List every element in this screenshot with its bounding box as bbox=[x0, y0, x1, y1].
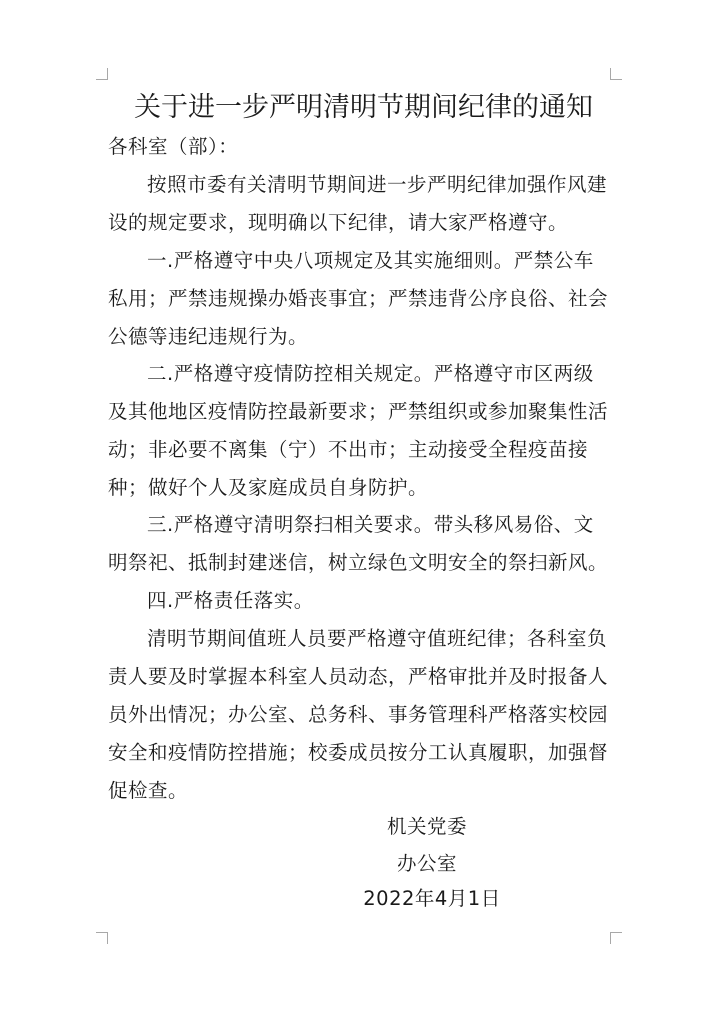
crop-mark-bottom-left bbox=[96, 932, 108, 944]
signature-date: 2022年4月1日 bbox=[363, 887, 501, 910]
notice-title: 关于进一步严明清明节期间纪律的通知 bbox=[134, 92, 593, 123]
crop-mark-bottom-right bbox=[610, 932, 622, 944]
signature-office: 办公室 bbox=[396, 852, 457, 875]
paragraph-rule-two: 二.严格遵守疫情防控相关规定。严格遵守市区两级及其他地区疫情防控最新要求；严禁组织或参加聚集性活动；非必要不离集（宁）不出市；主动接受全程疫苗接种；做好个人及家庭成员自身防护。 bbox=[108, 362, 609, 499]
paragraph-rule-one: 一.严格遵守中央八项规定及其实施细则。严禁公车私用；严禁违规操办婚丧事宜；严禁违背公序良俗、社会公德等违纪违规行为。 bbox=[108, 249, 609, 348]
paragraph-rule-four-detail: 清明节期间值班人员要严格遵守值班纪律；各科室负责人要及时掌握本科室人员动态，严格审批并及时报备人员外出情况；办公室、总务科、事务管理科严格落实校园安全和疫情防控措施；校委成员按分工认真履职，加强督促检查。 bbox=[108, 627, 609, 802]
crop-mark-top-right bbox=[610, 68, 622, 80]
signature-organization: 机关党委 bbox=[386, 815, 467, 838]
paragraph-intro: 按照市委有关清明节期间进一步严明纪律加强作风建设的规定要求，现明确以下纪律，请大家严格遵守。 bbox=[108, 173, 608, 234]
paragraph-rule-four: 四.严格责任落实。 bbox=[147, 589, 314, 612]
salutation: 各科室（部）： bbox=[108, 135, 239, 158]
crop-mark-top-left bbox=[96, 68, 108, 80]
paragraph-rule-three: 三.严格遵守清明祭扫相关要求。带头移风易俗、文明祭祀、抵制封建迷信，树立绿色文明安全的祭扫新风。 bbox=[108, 513, 609, 574]
